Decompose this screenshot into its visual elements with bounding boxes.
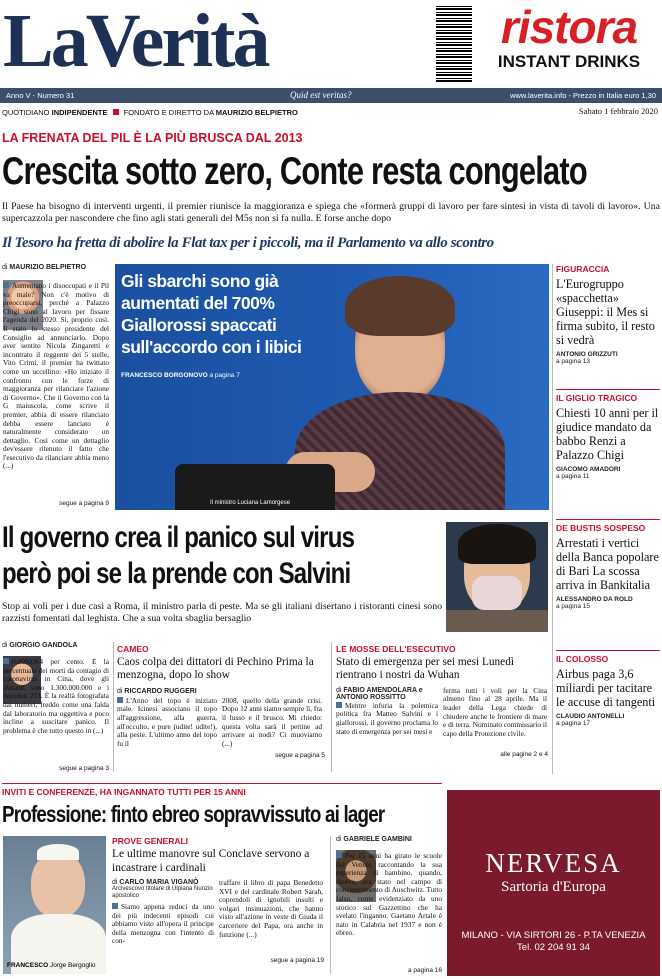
gambini-text: Per 15 anni ha girato le scuole del Veneto raccontando la sua esperienza di bambino, quando, diceva, era stato nel campo di concentramento di Auschwitz. Tutto falso, come evidenziato da uno storico sul Gazzettino che ha svelato l'inganno. Gaetano Artale è nato in Calabria nel 1937 e non è ebreo. xyxy=(336,852,442,938)
virus-summary: Stop ai voli per i due casi a Roma, il ministro parla di peste. Ma se gli italiani disertano i ristoranti cinesi sono razzisti fomentati dal leghista. Che a sua volta sbaglia bersaglio xyxy=(2,601,442,625)
cameo-box: CAMEO Caos colpa dei dittatori di Pechino Prima la menzogna, dopo lo show di RICCARDO RUGGERI L'Anno del topo è iniziato male. Icinesi associano il topo all'aggressione, alla guerra, all'occulto, e pure (udite! udite!), alla peste. L'ultimo anno del topo fu il 2008, quello della grande crisi. Dopo 12 anni siamo sempre lì, fra il lusso e il brusco. Mi chiedo: questa volta sarà il pettine ad arrivare ai nodi? Ci muoviamo (...) segue a pagina 5 xyxy=(117,644,325,759)
mask-photo xyxy=(446,522,548,632)
ad-nervesa xyxy=(447,790,660,976)
right-item-3: DE BUSTIS SOSPESO Arrestati i vertici della Banca popolare di Bari La scossa arriva in Bankitalia ALESSANDRO DA ROLD a pagina 15 xyxy=(556,523,659,610)
lead-headline: Crescita sotto zero, Conte resta congelato xyxy=(2,150,587,193)
nervesa-phone: Tel. 02 204 91 34 xyxy=(517,942,590,953)
masthead-logo: LaVerità xyxy=(3,0,268,83)
lead-subhead: Il Tesoro ha fretta di abolire la Flat tax per i piccoli, ma il Parlamento va allo scontro xyxy=(2,235,494,251)
gandola-byline: di GIORGIO GANDOLA xyxy=(2,642,78,649)
issue-date: Sabato 1 febbraio 2020 xyxy=(578,106,658,116)
editorial-text: Aumentano i disoccupati e il Pil va male? Non c'è motivo di preoccuparsi, perché a Palazzo Chigi sono al lavoro per fissare l'agenda del 2020. Sì, proprio così. Il stato lo stesso presidente del Consiglio ad annunciarlo. Dopo aver sentito Nicola Zingaretti e incontrato il reggente dei 5 stelle, Vito Crimi, il premier ha twittato come un uccellino: «Ho iniziato il confronto con le forze di maggioranza per rilanciare l'azione di Governo». Che il Governo con la G maiuscola, come scrive il premier, abbia di essere rilanciato debba essere lanciato è naturalmente considerato un dettaglio. Così come un dettaglio dev'essere ritenuto il fatto che l'esecutivo da rilanciare abbia meno (...) xyxy=(3,282,109,471)
conclave-box: PROVE GENERALI Le ultime manovre sul Conclave servono a incastrare i cardinali di CARLO MARIA VIGANÒ Arcivescovo titolare di Ulpiana Nunzio apostolico Siamo appena reduci da uno dei più indecenti episodi cui abbiamo visto all'opera il principe della menzogna con l'intento di con- traffare il libro di papa Benedetto XVI e del cardinale Robert Sarah, coprendoli di ignobili insulti e volgari insinuazioni, che hanno visto all'azione in veste di Giuda il carceriere del Papa, ora anche in funzione (...) segue a pagina 19 xyxy=(112,836,324,964)
lead-summary: Il Paese ha bisogno di interventi urgenti, il premier riunisce la maggioranza e spiega che «formerà gruppi di lavoro per fare sintesi in vista di tavoli di lavoro». Una supercazzola per nascondere che fino agli stati generali del M5s non si fa nulla. E forse anche dopo xyxy=(2,201,660,224)
pope-caption: FRANCESCO Jorge Bergoglio xyxy=(7,962,96,969)
ad-ristora: ristora INSTANT DRINKS xyxy=(497,1,641,71)
gandola-text: 0,0000364 per cento. È la percentuale dei morti da contagio di coronavirus in Cina, dove gli abitanti sono 1.300.000.000 e i deceduti 213. È la realtà fotografata dai numeri, freddo come una falda dal laboratorio ma oggettiva e poco incline a suscitare panico. Il problema è che tutto questo in (...) xyxy=(3,658,109,735)
gandola-continue: segue a pagina 3 xyxy=(59,765,109,772)
motto: Quid est veritas? xyxy=(290,90,352,100)
right-item-2: IL GIGLIO TRAGICO Chiesti 10 anni per il giudice mandato da babbo Renzi a Palazzo Chigi GIACOMO AMADORI a pagina 11 xyxy=(556,393,659,480)
professione-kicker: INVITI E CONFERENZE, HA INGANNATO TUTTI PER 15 ANNI xyxy=(2,787,246,797)
nervesa-brand: NERVESA xyxy=(485,848,622,878)
nervesa-address: MILANO - VIA SIRTORI 26 - P.TA VENEZIA xyxy=(461,930,646,941)
virus-headline: Il governo crea il panico sul virus però poi se la prende con Salvini xyxy=(2,521,355,590)
professione-headline: Professione: finto ebreo sopravvissuto ai lager xyxy=(2,801,385,827)
editorial-byline: di MAURIZIO BELPIETRO xyxy=(2,264,87,271)
pope-photo xyxy=(3,836,106,974)
editorial-continue: segue a pagina 9 xyxy=(59,500,109,507)
face-mask xyxy=(472,576,522,610)
gambini-continue: a pagina 16 xyxy=(408,967,442,974)
photo-caption: Il ministro Luciana Lamorgese xyxy=(210,500,291,506)
photo-story-headline: Gli sbarchi sono già aumentati del 700% Giallorossi spaccati sull'accordo con i libici xyxy=(121,271,302,357)
barcode xyxy=(436,4,472,82)
masthead-bar xyxy=(0,88,662,103)
lead-kicker: LA FRENATA DEL PIL È LA PIÙ BRUSCA DAL 2013 xyxy=(2,131,303,145)
right-item-4: IL COLOSSO Airbus paga 3,6 miliardi per tacitare le accuse di tangenti CLAUDIO ANTONELLI a pagina 17 xyxy=(556,654,656,727)
lamorgese-photo xyxy=(115,264,549,510)
gambini-byline: di GABRIELE GAMBINI xyxy=(336,836,412,843)
esecutivo-box: LE MOSSE DELL'ESECUTIVO Stato di emergenza per sei mesi Lunedì rientrano i nostri da Wuhan di FABIO AMENDOLARA e ANTONIO ROSSITTO Mentre infuria la polemica politica fra Matteo Salvini e i giallorossi, il governo proclama lo stato di emergenza per sei mesi e ferma tutti i voli per la Cina almeno fino al 28 aprile. Ma il leader della Lega chiede di chiudere anche le frontiere di mare e di terra. Nominato commissario il capo della Protezione civile. alle pagine 2 e 4 xyxy=(336,644,548,758)
issue-number: Anno V - Numero 31 xyxy=(6,91,75,100)
photo-story-byline: FRANCESCO BORGONOVO a pagina 7 xyxy=(121,372,240,379)
price-line: www.laverita.info - Prezzo in Italia euro 1,30 xyxy=(510,91,656,100)
nervesa-sub: Sartoria d'Europa xyxy=(501,879,606,895)
right-item-1: FIGURACCIA L'Eurogruppo «spacchetta» Giuseppi: il Mes si firma subito, il resto si vedrà ANTONIO GRIZZUTI a pagina 13 xyxy=(556,264,655,365)
tagline: QUOTIDIANO INDIPENDENTE FONDATO E DIRETTO DA MAURIZIO BELPIETRO xyxy=(2,108,298,117)
